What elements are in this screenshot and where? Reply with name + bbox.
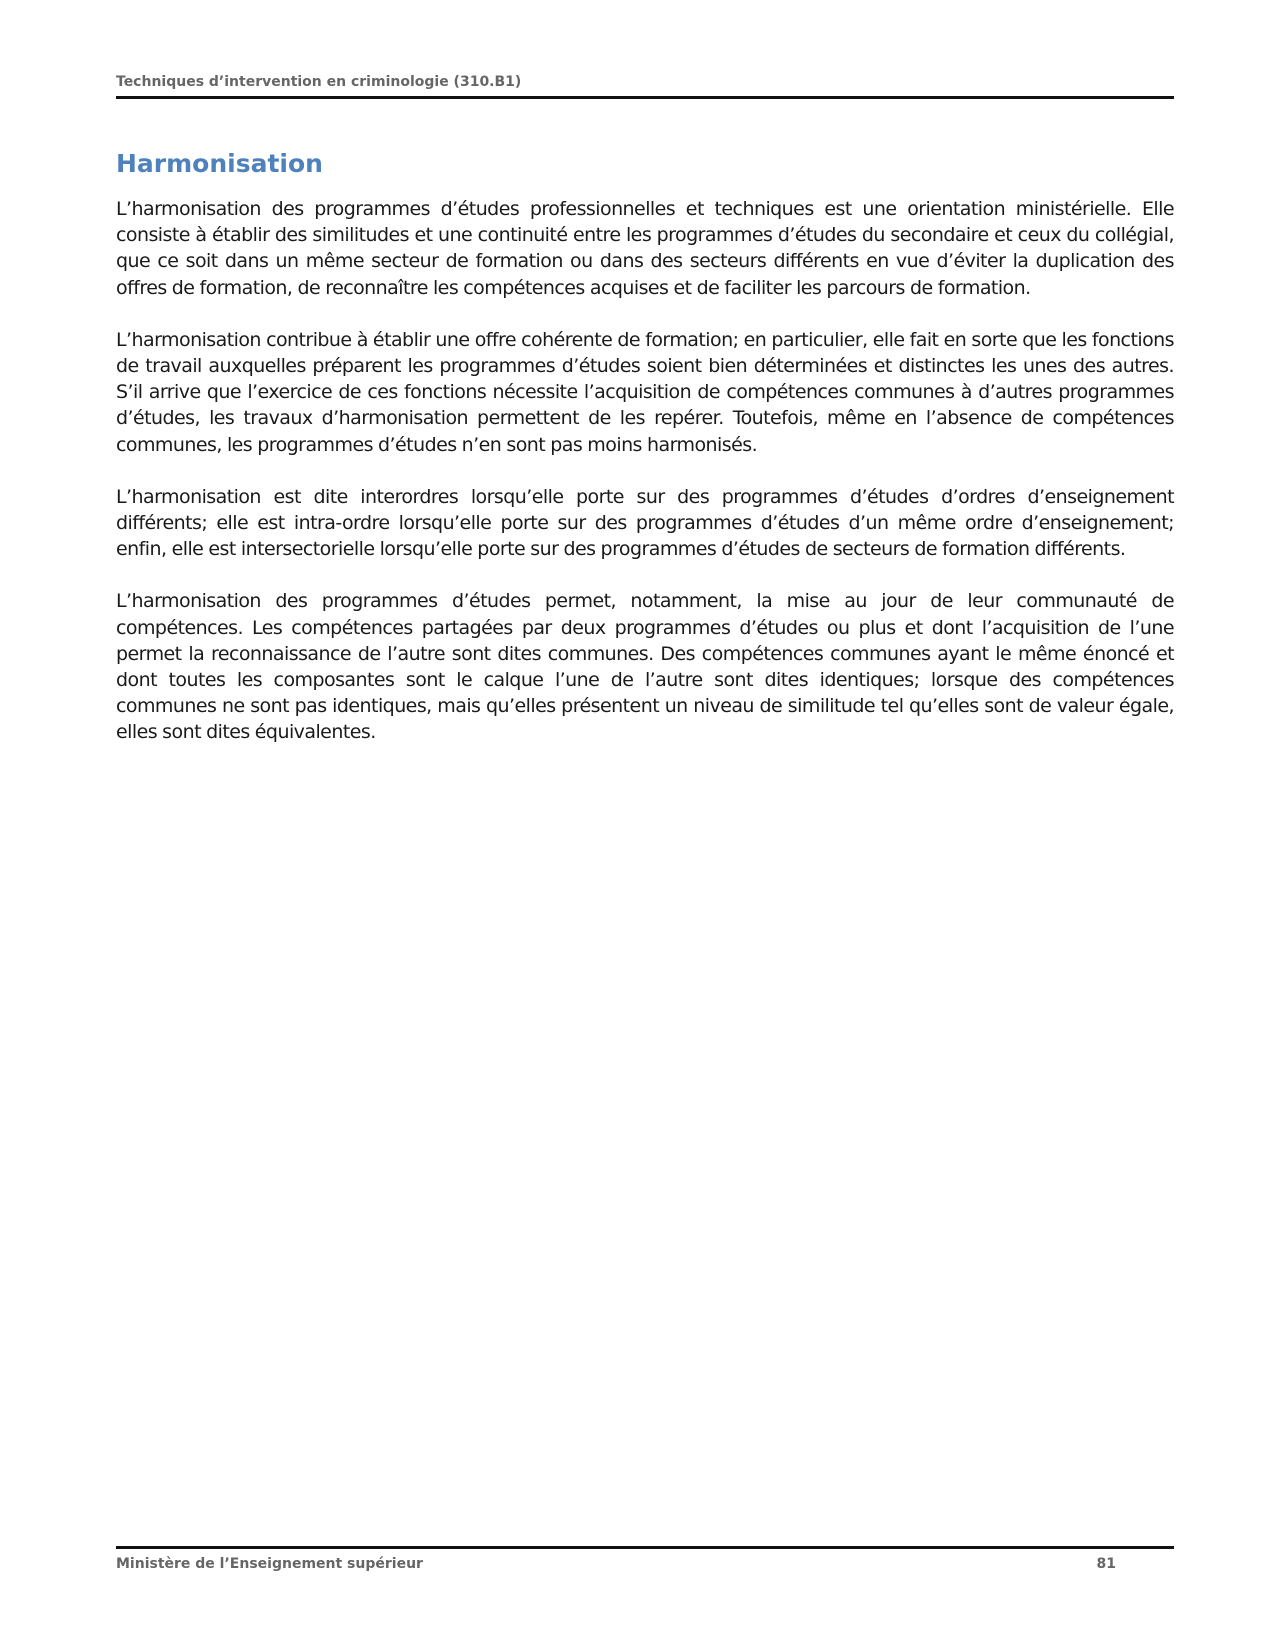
- paragraph-2: L’harmonisation contribue à établir une offre cohérente de formation; en particulier, elle fait en sorte que les fonctions de travail auxquelles préparent les programmes d’études soient bien déterminées et distinctes les unes des autres. S’il arrive que l’exercice de ces fonctions nécessite l’acquisition de compétences communes à d’autres programmes d’études, les travaux d’harmonisation permettent de les repérer. Toutefois, même en l’absence de compétences communes, les programmes d’études n’en sont pas moins harmonisés.: [116, 328, 1174, 456]
- running-header: [116, 72, 1174, 99]
- page-number: 81: [1096, 1556, 1116, 1572]
- paragraph-4: L’harmonisation des programmes d’études permet, notamment, la mise au jour de leur communauté de compétences. Les compétences partagées par deux programmes d’études ou plus et dont l’acquisition de l’une permet la reconnaissance de l’autre sont dites communes. Des compétences communes ayant le même énoncé et dont toutes les composantes sont le calque l’une de l’autre sont dites identiques; lorsque des compétences communes ne sont pas identiques, mais qu’elles présentent un niveau de similitude tel qu’elles sont de valeur égale, elles sont dites équivalentes.: [116, 590, 1174, 744]
- paragraph-3: L’harmonisation est dite interordres lorsqu’elle porte sur des programmes d’études d’ordres d’enseignement différents; elle est intra-ordre lorsqu’elle porte sur des programmes d’études d’un même ordre d’enseignement; enfin, elle est intersectorielle lorsqu’elle porte sur des programmes d’études de secteurs de formation différents.: [116, 485, 1174, 561]
- section-heading: Harmonisation: [116, 149, 323, 178]
- document-title: Techniques d’intervention en criminologie (310.B1): [116, 74, 522, 90]
- paragraph-1: L’harmonisation des programmes d’études professionnelles et techniques est une orientation ministérielle. Elle consiste à établir des similitudes et une continuité entre les programmes d’études du secondaire et ceux du collégial, que ce soit dans un même secteur de formation ou dans des secteurs différents en vue d’éviter la duplication des offres de formation, de reconnaître les compétences acquises et de faciliter les parcours de formation.: [116, 198, 1174, 299]
- page-content: [116, 148, 1174, 772]
- running-footer: [116, 1546, 1174, 1575]
- footer-organization: Ministère de l’Enseignement supérieur: [116, 1556, 423, 1572]
